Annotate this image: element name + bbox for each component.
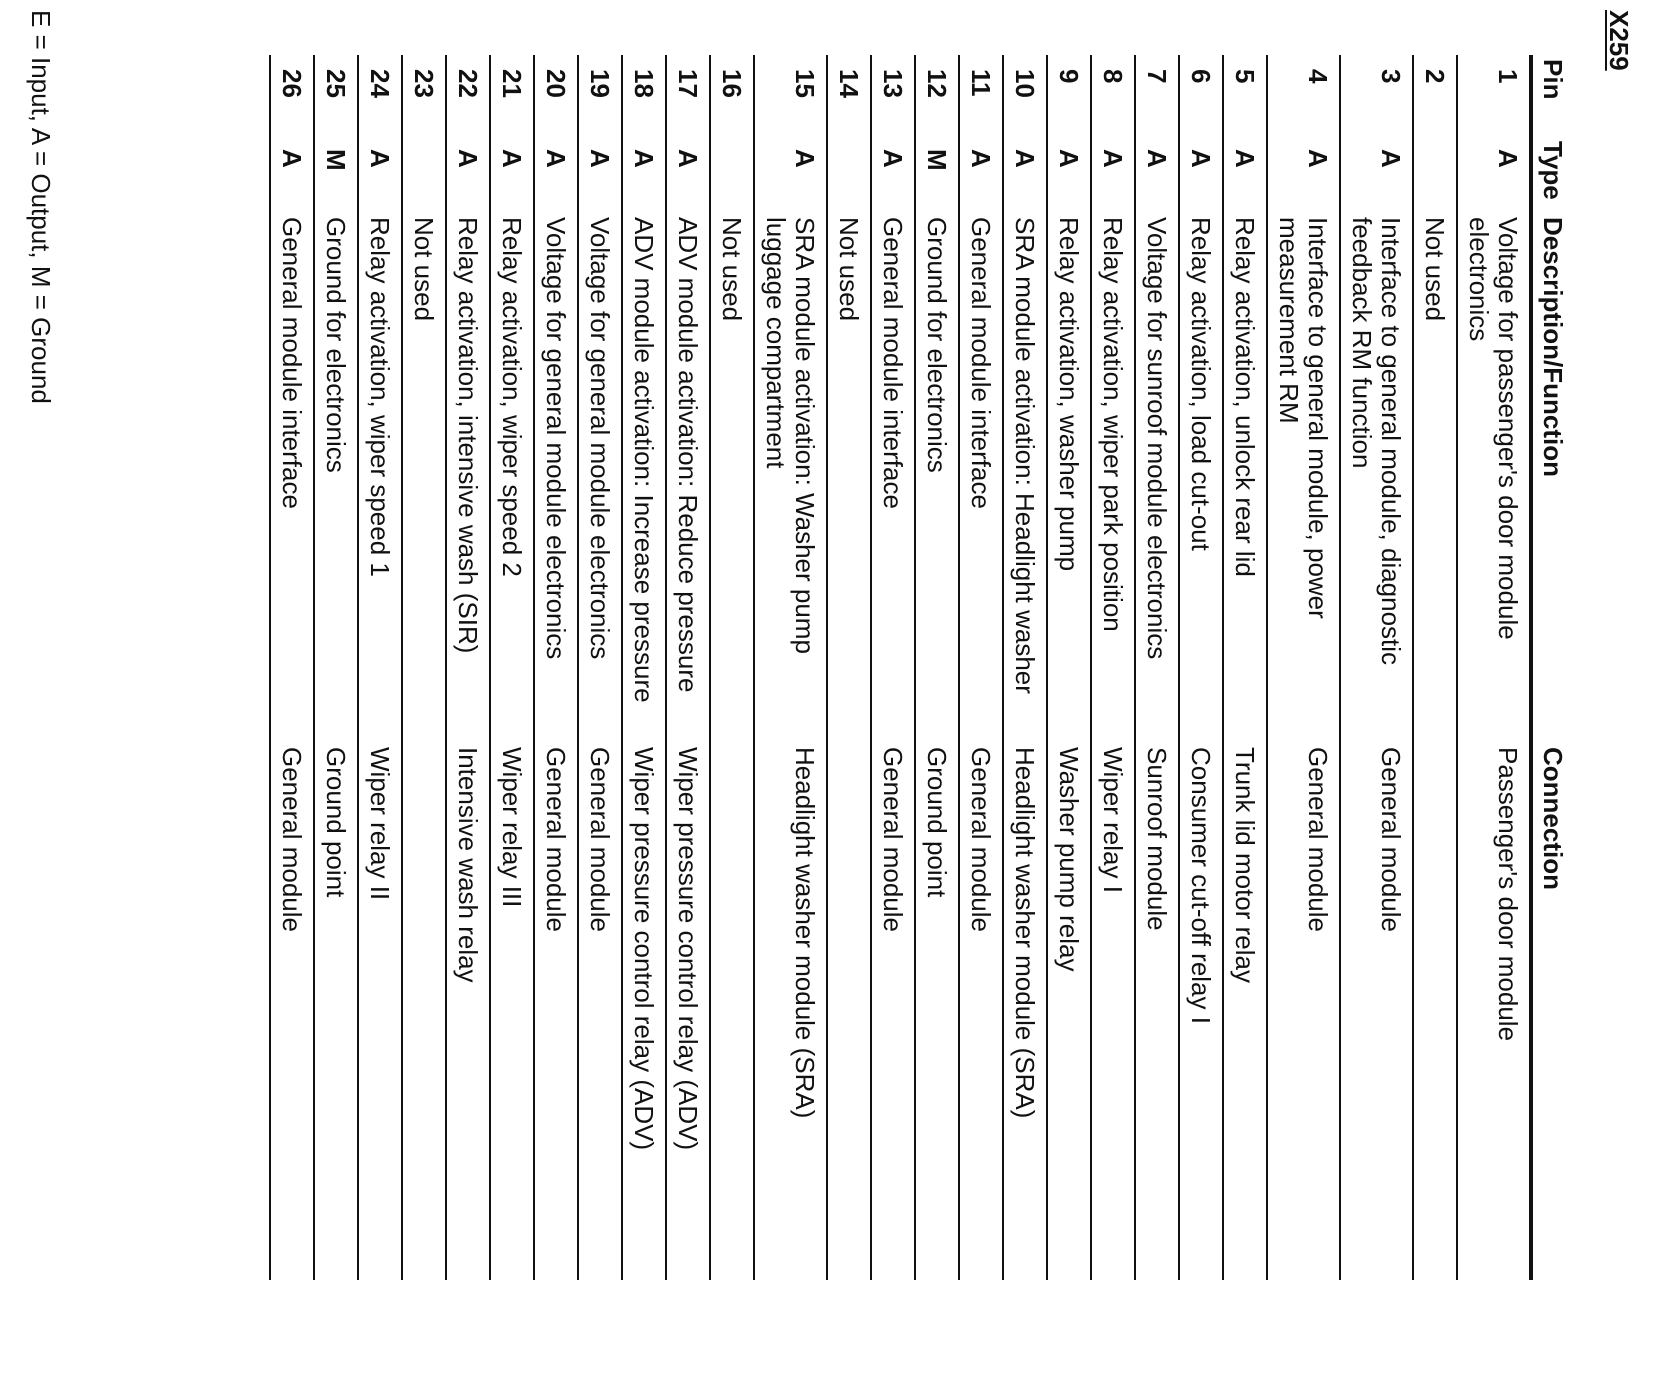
- table-row: [1091, 55, 1135, 1280]
- pin-cell: 22: [446, 55, 490, 137]
- header-connection: Connection: [1531, 743, 1569, 1280]
- type-cell: A: [1047, 137, 1091, 213]
- connection-cell: Sunroof module: [1135, 743, 1179, 1280]
- pin-cell: 1: [1457, 55, 1531, 137]
- type-cell: [1413, 137, 1457, 213]
- connection-cell: Wiper relay III: [490, 743, 534, 1280]
- description-cell: Voltage for general module electronics: [578, 213, 622, 743]
- connection-cell: Intensive wash relay: [446, 743, 490, 1280]
- description-cell: Not used: [710, 213, 754, 743]
- description-cell: Relay activation, wiper speed 2: [490, 213, 534, 743]
- type-cell: A: [666, 137, 710, 213]
- connection-cell: General module: [871, 743, 915, 1280]
- description-cell: SRA module activation: Washer pump luggage compartment: [754, 213, 827, 743]
- pin-cell: 10: [1003, 55, 1047, 137]
- connection-cell: General module: [1267, 743, 1340, 1280]
- pin-cell: 5: [1223, 55, 1267, 137]
- table-row: [1003, 55, 1047, 1280]
- connection-cell: General module: [959, 743, 1003, 1280]
- pin-cell: 24: [358, 55, 402, 137]
- table-row: [1047, 55, 1091, 1280]
- description-cell: Not used: [402, 213, 446, 743]
- pin-cell: 18: [622, 55, 666, 137]
- table-row: [959, 55, 1003, 1280]
- table-row: [314, 55, 358, 1280]
- type-cell: A: [871, 137, 915, 213]
- table-row: [402, 55, 446, 1280]
- description-cell: Voltage for sunroof module electronics: [1135, 213, 1179, 743]
- description-cell: SRA module activation: Headlight washer: [1003, 213, 1047, 743]
- type-legend-footnote: E = Input, A = Output, M = Ground: [26, 10, 56, 404]
- description-cell: ADV module activation: Increase pressure: [622, 213, 666, 743]
- description-cell: General module interface: [871, 213, 915, 743]
- pin-cell: 8: [1091, 55, 1135, 137]
- type-cell: A: [446, 137, 490, 213]
- table-row: [1340, 55, 1413, 1280]
- type-cell: A: [578, 137, 622, 213]
- table-row: [1457, 55, 1531, 1280]
- connection-cell: Passenger's door module: [1457, 743, 1531, 1280]
- table-row: [1135, 55, 1179, 1280]
- pin-cell: 20: [534, 55, 578, 137]
- description-cell: General module interface: [270, 213, 314, 743]
- connection-cell: [402, 743, 446, 1280]
- description-cell: Interface to general module, power measurement RM: [1267, 213, 1340, 743]
- type-cell: A: [754, 137, 827, 213]
- table-row: [827, 55, 871, 1280]
- type-cell: M: [314, 137, 358, 213]
- table-row: [490, 55, 534, 1280]
- type-cell: A: [1340, 137, 1413, 213]
- connection-cell: General module: [578, 743, 622, 1280]
- type-cell: A: [622, 137, 666, 213]
- description-cell: Relay activation, unlock rear lid: [1223, 213, 1267, 743]
- connection-cell: General module: [270, 743, 314, 1280]
- pin-cell: 6: [1179, 55, 1223, 137]
- connection-cell: [827, 743, 871, 1280]
- table-row: [578, 55, 622, 1280]
- connector-title: X259: [1604, 10, 1634, 71]
- connection-cell: Headlight washer module (SRA): [754, 743, 827, 1280]
- table-row: [1267, 55, 1340, 1280]
- type-cell: [827, 137, 871, 213]
- pin-cell: 13: [871, 55, 915, 137]
- type-cell: [710, 137, 754, 213]
- type-cell: A: [1223, 137, 1267, 213]
- table-row: [1179, 55, 1223, 1280]
- pin-cell: 21: [490, 55, 534, 137]
- type-cell: A: [358, 137, 402, 213]
- table-row: [270, 55, 314, 1280]
- description-cell: Relay activation, intensive wash (SIR): [446, 213, 490, 743]
- table-row: [871, 55, 915, 1280]
- pin-cell: 3: [1340, 55, 1413, 137]
- pin-cell: 25: [314, 55, 358, 137]
- pin-cell: 12: [915, 55, 959, 137]
- type-cell: A: [490, 137, 534, 213]
- connection-cell: General module: [1340, 743, 1413, 1280]
- type-cell: A: [1267, 137, 1340, 213]
- type-cell: A: [1091, 137, 1135, 213]
- connection-cell: Wiper relay II: [358, 743, 402, 1280]
- table-row: [754, 55, 827, 1280]
- description-cell: Not used: [1413, 213, 1457, 743]
- table-row: [1223, 55, 1267, 1280]
- connection-cell: Wiper pressure control relay (ADV): [666, 743, 710, 1280]
- description-cell: Relay activation, wiper park position: [1091, 213, 1135, 743]
- description-cell: Relay activation, wiper speed 1: [358, 213, 402, 743]
- description-cell: Voltage for general module electronics: [534, 213, 578, 743]
- pin-assignment-table: [269, 55, 1569, 1280]
- pin-cell: 23: [402, 55, 446, 137]
- description-cell: ADV module activation: Reduce pressure: [666, 213, 710, 743]
- table-row: [710, 55, 754, 1280]
- table-row: [1413, 55, 1457, 1280]
- type-cell: M: [915, 137, 959, 213]
- pin-cell: 16: [710, 55, 754, 137]
- connection-cell: [1413, 743, 1457, 1280]
- table-body: [270, 55, 1531, 1280]
- connection-cell: Wiper pressure control relay (ADV): [622, 743, 666, 1280]
- description-cell: Relay activation, washer pump: [1047, 213, 1091, 743]
- table-row: [666, 55, 710, 1280]
- description-cell: Ground for electronics: [915, 213, 959, 743]
- header-type: Type: [1531, 137, 1569, 213]
- table-row: [915, 55, 959, 1280]
- description-cell: Interface to general module, diagnostic feedback RM function: [1340, 213, 1413, 743]
- connection-cell: Washer pump relay: [1047, 743, 1091, 1280]
- pin-cell: 26: [270, 55, 314, 137]
- header-pin: Pin: [1531, 55, 1569, 137]
- table-header-row: [1531, 55, 1569, 1280]
- connection-cell: Consumer cut-off relay I: [1179, 743, 1223, 1280]
- table-row: [358, 55, 402, 1280]
- connection-cell: Trunk lid motor relay: [1223, 743, 1267, 1280]
- connection-cell: General module: [534, 743, 578, 1280]
- description-cell: Voltage for passenger's door module electronics: [1457, 213, 1531, 743]
- connection-cell: [710, 743, 754, 1280]
- type-cell: A: [1003, 137, 1047, 213]
- pin-cell: 9: [1047, 55, 1091, 137]
- type-cell: A: [1135, 137, 1179, 213]
- type-cell: A: [270, 137, 314, 213]
- pin-cell: 4: [1267, 55, 1340, 137]
- type-cell: A: [1179, 137, 1223, 213]
- type-cell: A: [1457, 137, 1531, 213]
- pin-cell: 11: [959, 55, 1003, 137]
- connection-cell: Headlight washer module (SRA): [1003, 743, 1047, 1280]
- type-cell: A: [959, 137, 1003, 213]
- description-cell: Not used: [827, 213, 871, 743]
- type-cell: [402, 137, 446, 213]
- pin-cell: 17: [666, 55, 710, 137]
- pin-cell: 19: [578, 55, 622, 137]
- pin-cell: 7: [1135, 55, 1179, 137]
- table-row: [534, 55, 578, 1280]
- table-row: [446, 55, 490, 1280]
- connection-cell: Ground point: [915, 743, 959, 1280]
- connection-cell: Wiper relay I: [1091, 743, 1135, 1280]
- description-cell: Relay activation, load cut-out: [1179, 213, 1223, 743]
- pin-cell: 15: [754, 55, 827, 137]
- description-cell: General module interface: [959, 213, 1003, 743]
- table-row: [622, 55, 666, 1280]
- description-cell: Ground for electronics: [314, 213, 358, 743]
- connection-cell: Ground point: [314, 743, 358, 1280]
- pin-cell: 14: [827, 55, 871, 137]
- header-description: Description/Function: [1531, 213, 1569, 743]
- pin-cell: 2: [1413, 55, 1457, 137]
- type-cell: A: [534, 137, 578, 213]
